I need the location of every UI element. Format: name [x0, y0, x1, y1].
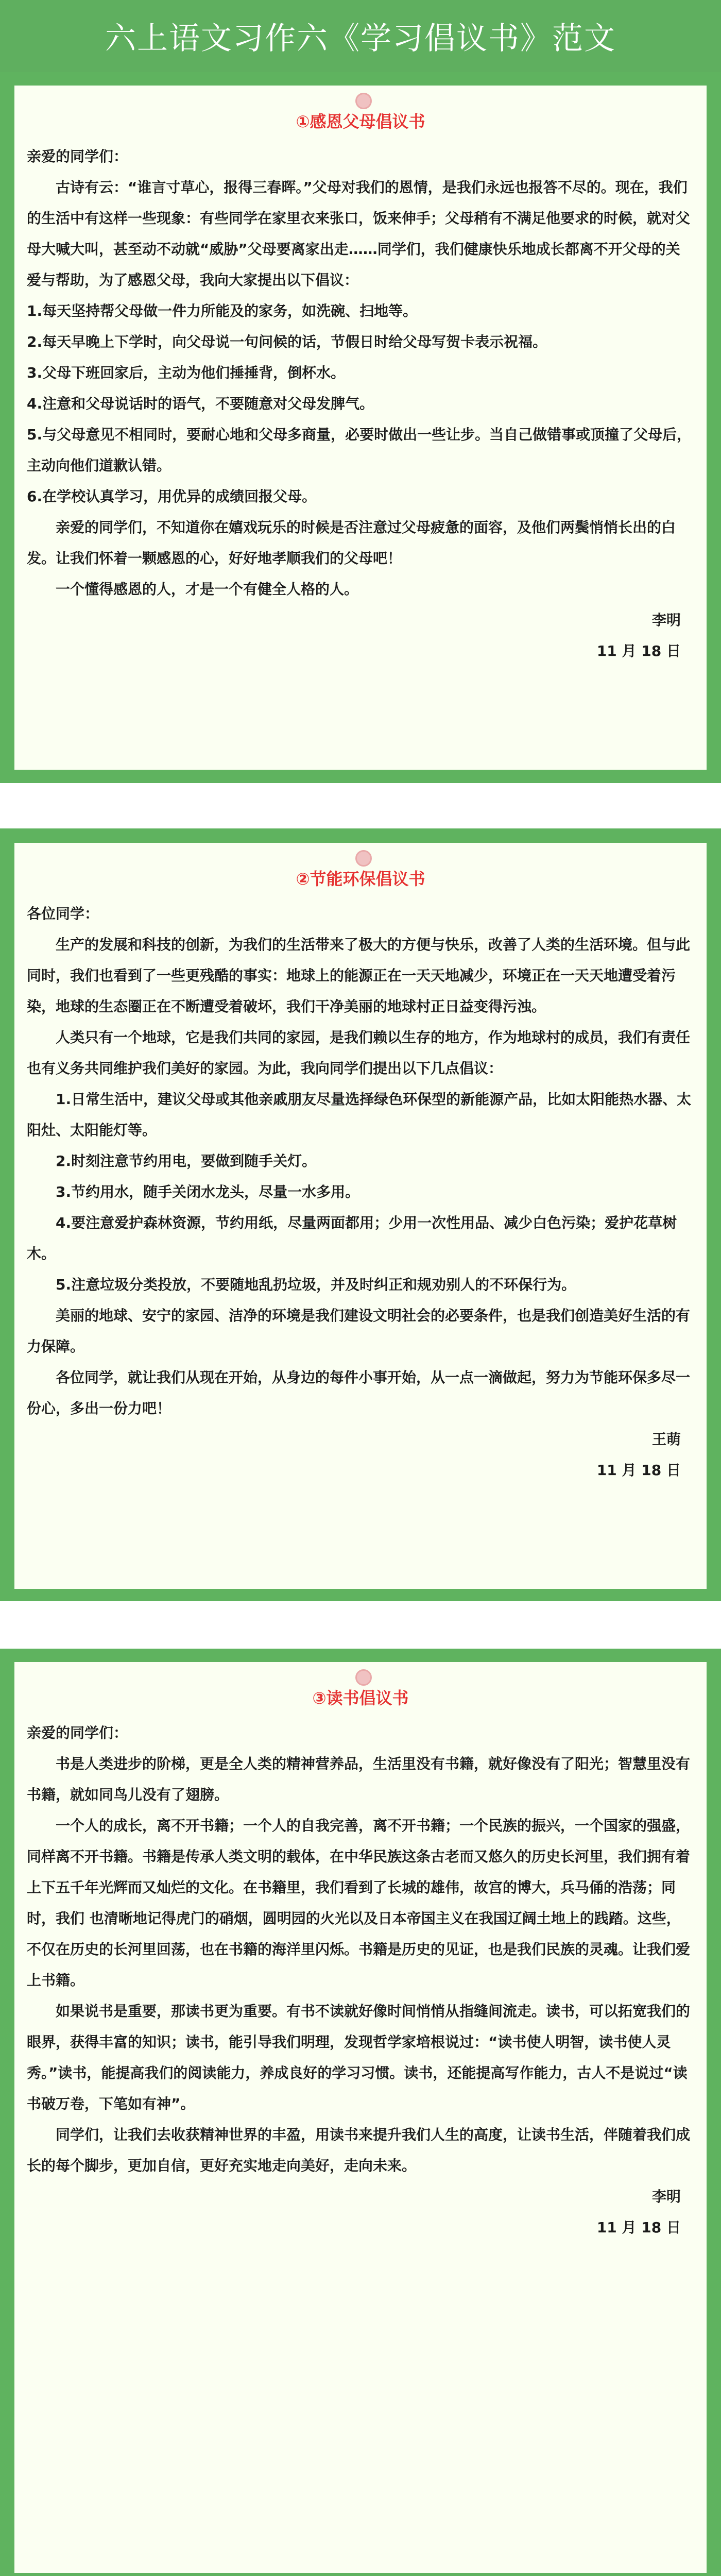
paragraph: 1.日常生活中，建议父母或其他亲戚朋友尽量选择绿色环保型的新能源产品，比如太阳能热水器、太阳灶、太阳能灯等。	[27, 1091, 692, 1139]
paragraph: 各位同学，就让我们从现在开始，从身边的每件小事开始，从一点一滴做起，努力为节能环保多尽一份心，多出一份力吧！	[27, 1369, 691, 1417]
card-body	[14, 899, 707, 1486]
page-title: 六上语文习作六《学习倡议书》范文	[105, 21, 616, 57]
paragraph: 5.注意垃圾分类投放，不要随地乱扔垃圾，并及时纠正和规劝别人的不环保行为。	[56, 1276, 576, 1293]
proposal-card-3	[11, 1659, 710, 2576]
card-title: ②节能环保倡议书	[296, 869, 425, 889]
paragraph: 一个懂得感恩的人，才是一个有健全人格的人。	[56, 581, 359, 598]
paragraph: 如果说书是重要，那读书更为重要。有书不读就好像时间悄悄从指缝间流走。读书，可以拓宽我们的眼界，获得丰富的知识；读书，能引导我们明理，发现哲学家培根说过：“读书使人明智，读书使人灵秀。”读书，能提高我们的阅读能力，养成良好的学习习惯。读书，还能提高写作能力，古人不是说过“读书破万卷，下笔如有神”。	[27, 2003, 691, 2112]
date-line: 11 月 18 日	[596, 2219, 681, 2236]
card-title: ①感恩父母倡议书	[296, 112, 425, 131]
paragraph: 3.节约用水，随手关闭水龙头，尽量一水多用。	[56, 1183, 360, 1200]
signature-line: 李明	[651, 612, 681, 629]
paragraph: 3.父母下班回家后，主动为他们捶捶背，倒杯水。	[27, 364, 346, 381]
paragraph: 1.每天坚持帮父母做一件力所能及的家务，如洗碗、扫地等。	[27, 302, 418, 319]
proposal-card-2	[11, 840, 710, 1592]
paragraph: 一个人的成长，离不开书籍；一个人的自我完善，离不开书籍；一个民族的振兴，一个国家的强盛，同样离不开书籍。书籍是传承人类文明的载体，在中华民族这条古老而又悠久的历史长河里，我们拥有着上下五千年光辉而又灿烂的文化。在书籍里，我们看到了长城的雄伟，故宫的博大，兵马俑的浩荡；同时，我们 也清晰地记得虎门的硝烟，圆明园的火光以及日本帝国主义在我国辽阔土地上的践踏。这些，不仅在历史的长河里回荡，也在书籍的海洋里闪烁。书籍是历史的见证，也是我们民族的灵魂。让我们爱上书籍。	[27, 1817, 691, 1989]
paragraph: 6.在学校认真学习，用优异的成绩回报父母。	[27, 488, 317, 505]
pin-icon	[355, 1669, 372, 1686]
pin-icon	[355, 850, 372, 867]
salutation: 亲爱的同学们：	[27, 1724, 128, 1741]
paragraph: 4.注意和父母说话时的语气，不要随意对父母发脾气。	[27, 395, 374, 412]
paragraph: 2.时刻注意节约用电，要做到随手关灯。	[56, 1153, 317, 1170]
paragraph: 同学们，让我们去收获精神世界的丰盈，用读书来提升我们人生的高度，让读书生活，伴随着我们成长的每个脚步，更加自信，更好充实地走向美好，走向未来。	[27, 2126, 691, 2174]
page-title-bar	[0, 0, 721, 72]
paragraph: 美丽的地球、安宁的家园、洁净的环境是我们建设文明社会的必要条件，也是我们创造美好生活的有力保障。	[27, 1307, 691, 1355]
pin-icon	[355, 93, 372, 109]
signature-line: 王萌	[651, 1431, 681, 1448]
paragraph: 亲爱的同学们，不知道你在嬉戏玩乐的时候是否注意过父母疲惫的面容，及他们两鬓悄悄长出的白发。让我们怀着一颗感恩的心，好好地孝顺我们的父母吧！	[27, 519, 676, 567]
salutation: 亲爱的同学们：	[27, 148, 128, 165]
paragraph: 人类只有一个地球，它是我们共同的家园，是我们赖以生存的地方，作为地球村的成员，我们有责任也有义务共同维护我们美好的家园。为此，我向同学们提出以下几点倡议：	[27, 1029, 691, 1077]
paragraph: 生产的发展和科技的创新，为我们的生活带来了极大的方便与快乐，改善了人类的生活环境。但与此同时，我们也看到了一些更残酷的事实：地球上的能源正在一天天地减少，环境正在一天天地遭受着污染，地球的生态圈正在不断遭受着破坏，我们干净美丽的地球村正日益变得污浊。	[27, 936, 691, 1015]
paragraph: 古诗有云：“谁言寸草心，报得三春晖。”父母对我们的恩情，是我们永远也报答不尽的。现在，我们的生活中有这样一些现象：有些同学在家里衣来张口，饭来伸手；父母稍有不满足他要求的时候，就对父母大喊大叫，甚至动不动就“威胁”父母要离家出走……同学们，我们健康快乐地成长都离不开父母的关爱与帮助，为了感恩父母，我向大家提出以下倡议：	[27, 179, 691, 289]
card-title: ③读书倡议书	[312, 1688, 409, 1708]
date-line: 11 月 18 日	[596, 642, 681, 659]
card-body	[14, 141, 707, 667]
paragraph: 2.每天早晚上下学时，向父母说一句问候的话，节假日时给父母写贺卡表示祝福。	[27, 333, 547, 350]
paragraph: 5.与父母意见不相同时，要耐心地和父母多商量，必要时做出一些让步。当自己做错事或顶撞了父母后，主动向他们道歉认错。	[27, 426, 692, 474]
card-body	[14, 1718, 707, 2243]
paragraph: 4.要注意爱护森林资源，节约用纸，尽量两面都用；少用一次性用品、减少白色污染；爱护花草树木。	[27, 1214, 677, 1262]
paragraph: 书是人类进步的阶梯，更是全人类的精神营养品，生活里没有书籍，就好像没有了阳光；智慧里没有书籍，就如同鸟儿没有了翅膀。	[27, 1755, 691, 1803]
signature-line: 李明	[651, 2188, 681, 2205]
proposal-card-1	[11, 82, 710, 773]
date-line: 11 月 18 日	[596, 1462, 681, 1479]
salutation: 各位同学：	[27, 905, 99, 922]
